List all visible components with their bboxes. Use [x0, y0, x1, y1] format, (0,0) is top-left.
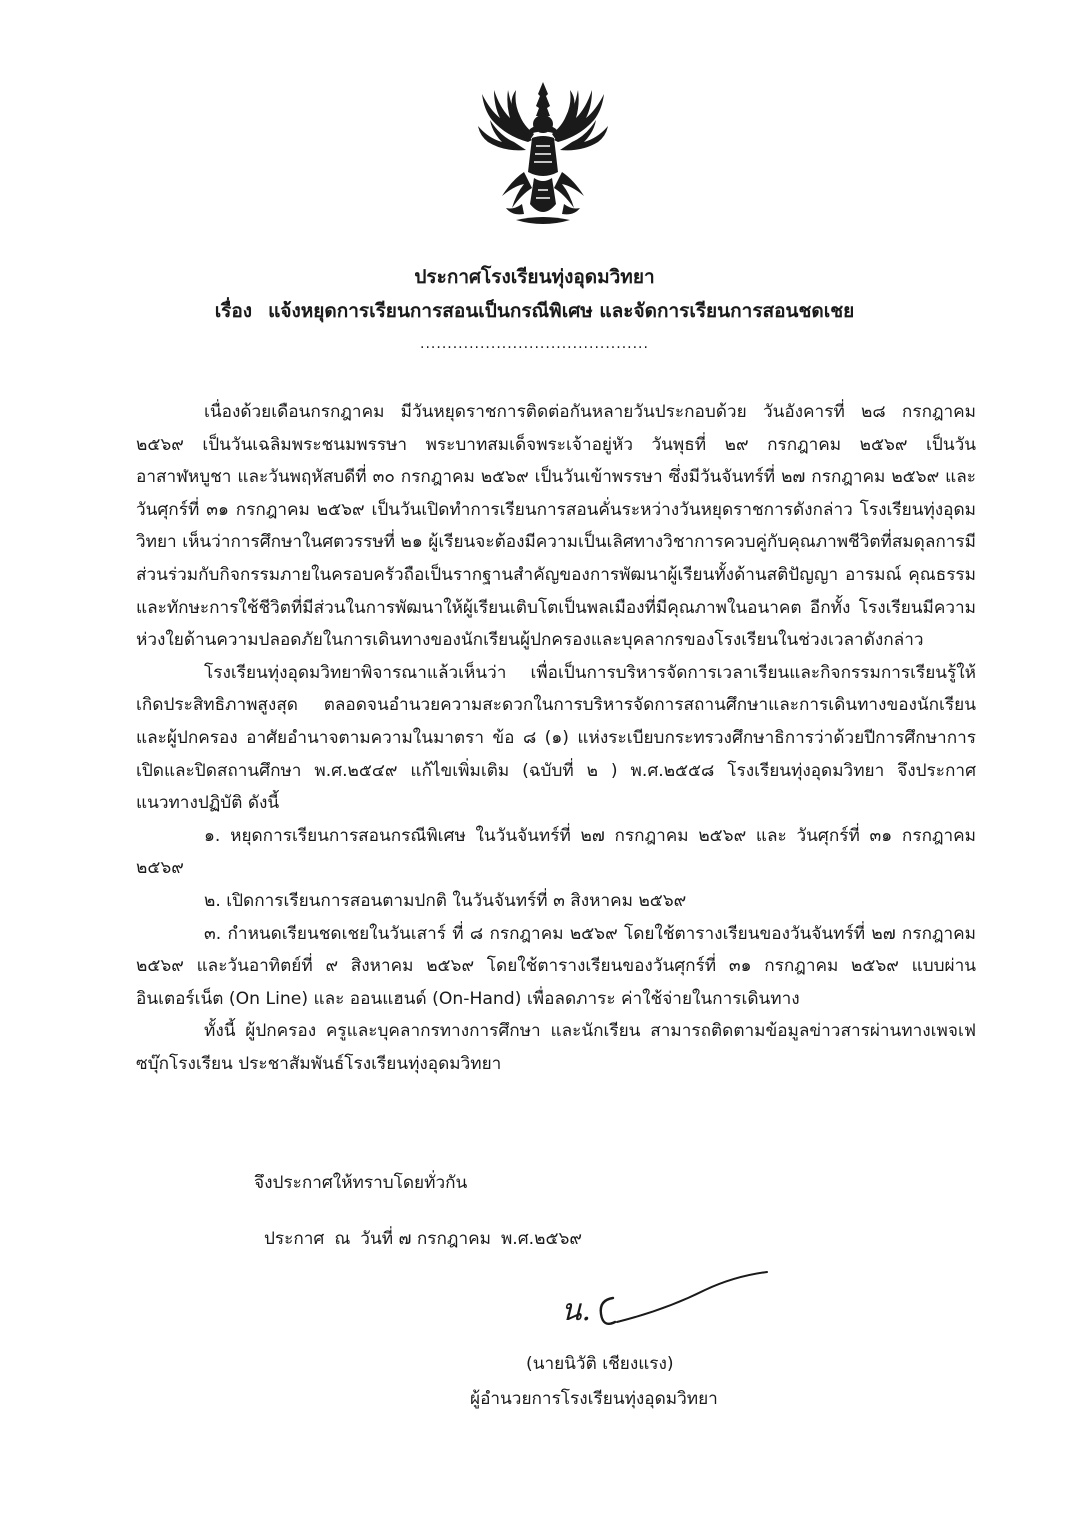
date-announce-label: ประกาศ [264, 1229, 325, 1249]
subject-label: เรื่อง [214, 300, 253, 322]
title-separator: .......................................... [420, 336, 649, 352]
list-item: ๓. กำหนดเรียนชดเชยในวันเสาร์ ที่ ๘ กรกฎาคม ๒๕๖๙ โดยใช้ตารางเรียนของวันจันทร์ที่ ๒๗ กรกฎาคม ๒๕๖๙ และวันอาทิตย์ที่ ๙ สิงหาคม ๒๕๖๙ โดยใช้ตารางเรียนของวันศุกร์ที่ ๓๑ กรกฎาคม ๒๕๖๙ แบบผ่านอินเตอร์เน็ต (On Line) และ ออนแฮนด์ (On-Hand) เพื่อลดภาระ ค่าใช้จ่ายในการเดินทาง [136, 923, 976, 1009]
paragraph-decision: โรงเรียนทุ่งอุดมวิทยาพิจารณาแล้วเห็นว่า เพื่อเป็นการบริหารจัดการเวลาเรียนและกิจกรรมการเรียนรู้ให้เกิดประสิทธิภาพสูงสุด ตลอดจนอำนวยความสะดวกในการบริหารจัดการสถานศึกษาและการเดินทางของนักเรียนและผู้ปกครอง อาศัยอำนาจตามความในมาตรา ข้อ ๘ (๑) แห่งระเบียบกระทรวงศึกษาธิการว่าด้วยปีการศึกษาการเปิดและปิดสถานศึกษา พ.ศ.๒๕๔๙ แก้ไขเพิ่มเติม (ฉบับที่ ๒ ) พ.ศ.๒๕๕๘ โรงเรียนทุ่งอุดมวิทยา จึงประกาศแนวทางปฏิบัติ ดังนี้ [136, 662, 976, 814]
subject-text: แจ้งหยุดการเรียนการสอนเป็นกรณีพิเศษ และจัดการเรียนการสอนชดเชย [268, 300, 855, 322]
date-day: วันที่ ๗ กรกฎาคม [360, 1229, 491, 1249]
date-at-label: ณ [334, 1229, 351, 1249]
announcement-date [264, 1224, 582, 1252]
date-year: พ.ศ.๒๕๖๙ [500, 1229, 582, 1249]
signer-name: (นายนิวัติ เชียงแรง) [526, 1354, 674, 1374]
list-item: ๑. หยุดการเรียนการสอนกรณีพิเศษ ในวันจันทร์ที่ ๒๗ กรกฎาคม ๒๕๖๙ และ วันศุกร์ที่ ๓๑ กรกฎาคม ๒๕๖๙ [136, 825, 976, 879]
garuda-emblem-icon [476, 80, 610, 230]
signature [555, 1268, 775, 1338]
signer-position: ผู้อำนวยการโรงเรียนทุ่งอุดมวิทยา [470, 1389, 718, 1409]
announcement-title: ประกาศโรงเรียนทุ่งอุดมวิทยา [414, 266, 655, 288]
paragraph-contact: ทั้งนี้ ผู้ปกครอง ครูและบุคลากรทางการศึกษา และนักเรียน สามารถติดตามข้อมูลข่าวสารผ่านทางเพจเฟซบุ๊กโรงเรียน ประชาสัมพันธ์โรงเรียนทุ่งอุดมวิทยา [136, 1021, 976, 1074]
signature-mark: น. [561, 1293, 592, 1328]
paragraph-background: เนื่องด้วยเดือนกรกฎาคม มีวันหยุดราชการติดต่อกันหลายวันประกอบด้วย วันอังคารที่ ๒๘ กรกฎาคม ๒๕๖๙ เป็นวันเฉลิมพระชนมพรรษา พระบาทสมเด็จพระเจ้าอยู่หัว วันพุธที่ ๒๙ กรกฎาคม ๒๕๖๙ เป็นวันอาสาฬหบูชา และวันพฤหัสบดีที่ ๓๐ กรกฎาคม ๒๕๖๙ เป็นวันเข้าพรรษา ซึ่งมีวันจันทร์ที่ ๒๗ กรกฎาคม ๒๕๖๙ และ วันศุกร์ที่ ๓๑ กรกฎาคม ๒๕๖๙ เป็นวันเปิดทำการเรียนการสอนคั่นระหว่างวันหยุดราชการดังกล่าว โรงเรียนทุ่งอุดมวิทยา เห็นว่าการศึกษาในศตวรรษที่ ๒๑ ผู้เรียนจะต้องมีความเป็นเลิศทางวิชาการควบคู่กับคุณภาพชีวิตที่สมดุลการมีส่วนร่วมกับกิจกรรมภายในครอบครัวถือเป็นรากฐานสำคัญของการพัฒนาผู้เรียนทั้งด้านสติปัญญา อารมณ์ คุณธรรม และทักษะการใช้ชีวิตที่มีส่วนในการพัฒนาให้ผู้เรียนเติบโตเป็นพลเมืองที่มีคุณภาพในอนาคต อีกทั้ง โรงเรียนมีความห่วงใยด้านความปลอดภัยในการเดินทางของนักเรียนผู้ปกครองและบุคลากรของโรงเรียนในช่วงเวลาดังกล่าว [136, 402, 976, 651]
announcement-subject [0, 296, 1069, 326]
list-item: ๒. เปิดการเรียนการสอนตามปกติ ในวันจันทร์ที่ ๓ สิงหาคม ๒๕๖๙ [204, 890, 687, 911]
closing-line: จึงประกาศให้ทราบโดยทั่วกัน [254, 1173, 468, 1193]
announcement-body [136, 396, 976, 1080]
